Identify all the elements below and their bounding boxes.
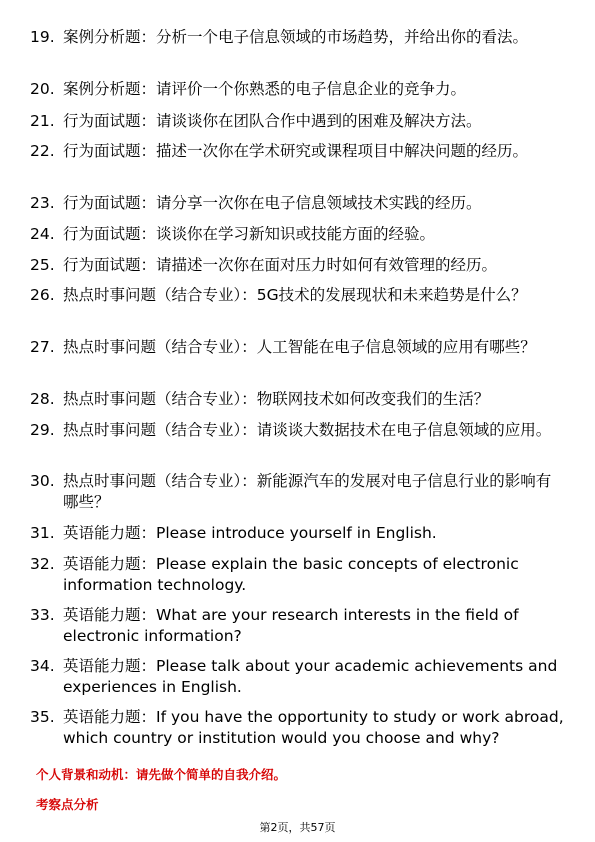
question-item (30, 471, 565, 513)
question-text (63, 255, 565, 276)
question-item (30, 337, 565, 358)
question-number: 22. (30, 142, 55, 160)
question-number: 25. (30, 256, 55, 274)
question-category: 行为面试题： (63, 142, 157, 160)
page-footer: 第2页，共57页 (259, 821, 336, 834)
question-text (63, 193, 565, 214)
question-number: 21. (30, 112, 55, 130)
question-number: 29. (30, 421, 55, 439)
question-body: Please talk about your academic achievements and experiences in English. (63, 657, 558, 696)
question-body: Please introduce yourself in English. (156, 524, 437, 542)
question-item (30, 141, 565, 162)
question-item (30, 255, 565, 276)
question-item (30, 420, 565, 441)
question-number: 35. (30, 708, 55, 726)
question-category: 热点时事问题（结合专业）： (63, 286, 257, 304)
question-item (30, 79, 565, 100)
question-body: 新能源汽车的发展对电子信息行业的影响有哪些？ (63, 472, 552, 511)
question-category: 热点时事问题（结合专业）： (63, 472, 257, 490)
question-item (30, 389, 565, 410)
question-text (63, 111, 565, 132)
question-number: 28. (30, 390, 55, 408)
question-body: 请谈谈你在团队合作中遇到的困难及解决方法。 (156, 112, 482, 130)
question-category: 行为面试题： (63, 256, 157, 274)
question-category: 热点时事问题（结合专业）： (63, 421, 257, 439)
question-text (63, 141, 565, 162)
question-number: 24. (30, 225, 55, 243)
question-number: 26. (30, 286, 55, 304)
question-category: 热点时事问题（结合专业）： (63, 390, 257, 408)
question-item (30, 27, 565, 48)
question-body: 请评价一个你熟悉的电子信息企业的竞争力。 (156, 80, 467, 98)
question-category: 案例分析题： (63, 80, 157, 98)
question-text (63, 224, 565, 245)
question-body: 请谈谈大数据技术在电子信息领域的应用。 (256, 421, 552, 439)
question-item (30, 554, 565, 596)
question-category: 英语能力题： (63, 524, 157, 542)
question-body: 人工智能在电子信息领域的应用有哪些？ (256, 338, 536, 356)
question-text (63, 707, 565, 749)
question-category: 英语能力题： (63, 708, 157, 726)
question-item (30, 193, 565, 214)
question-category: 英语能力题： (63, 555, 157, 573)
question-category: 案例分析题： (63, 28, 157, 46)
question-text (63, 285, 565, 306)
question-body: What are your research interests in the field of electronic information? (63, 606, 519, 645)
question-number: 27. (30, 338, 55, 356)
question-item (30, 605, 565, 647)
question-item (30, 285, 565, 306)
question-text (63, 420, 565, 441)
question-body: 请描述一次你在面对压力时如何有效管理的经历。 (156, 256, 498, 274)
question-category: 行为面试题： (63, 225, 157, 243)
question-text (63, 471, 565, 513)
question-item (30, 656, 565, 698)
question-item (30, 224, 565, 245)
question-body: 物联网技术如何改变我们的生活？ (256, 390, 490, 408)
question-item (30, 707, 565, 749)
question-body: If you have the opportunity to study or work abroad, which country or institution would you choose and why? (63, 708, 564, 747)
question-number: 31. (30, 524, 55, 542)
question-category: 行为面试题： (63, 112, 157, 130)
question-body: 描述一次你在学术研究或课程项目中解决问题的经历。 (156, 142, 529, 160)
question-text (63, 605, 565, 647)
question-text (63, 79, 565, 100)
question-category: 行为面试题： (63, 194, 157, 212)
question-text (63, 27, 565, 48)
section-heading: 个人背景和动机：请先做个简单的自我介绍。 (36, 767, 287, 782)
question-number: 20. (30, 80, 55, 98)
analysis-heading: 考察点分析 (36, 797, 99, 812)
question-text (63, 656, 565, 698)
question-body: 请分享一次你在电子信息领域技术实践的经历。 (156, 194, 482, 212)
question-category: 热点时事问题（结合专业）： (63, 338, 257, 356)
question-text (63, 523, 565, 544)
question-number: 23. (30, 194, 55, 212)
question-number: 30. (30, 472, 55, 490)
question-item (30, 111, 565, 132)
question-category: 英语能力题： (63, 606, 157, 624)
question-body: 分析一个电子信息领域的市场趋势，并给出你的看法。 (156, 28, 529, 46)
question-number: 19. (30, 28, 55, 46)
question-number: 34. (30, 657, 55, 675)
question-body: 谈谈你在学习新知识或技能方面的经验。 (156, 225, 436, 243)
question-number: 33. (30, 606, 55, 624)
question-text (63, 389, 565, 410)
question-body: Please explain the basic concepts of electronic information technology. (63, 555, 519, 594)
question-body: 5G技术的发展现状和未来趋势是什么？ (256, 286, 527, 304)
question-category: 英语能力题： (63, 657, 157, 675)
question-item (30, 523, 565, 544)
question-number: 32. (30, 555, 55, 573)
question-text (63, 554, 565, 596)
question-text (63, 337, 565, 358)
